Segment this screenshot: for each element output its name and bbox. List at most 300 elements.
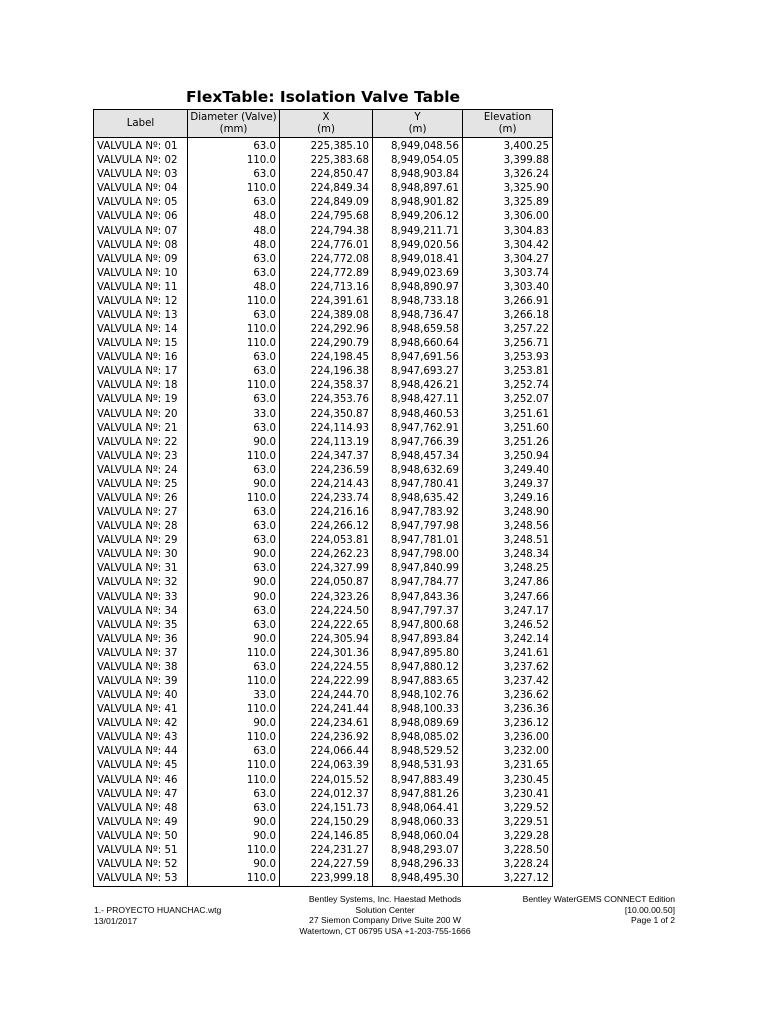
company-contact: Watertown, CT 06795 USA +1-203-755-1666 xyxy=(299,925,471,936)
elevation-cell: 3,242.14 xyxy=(463,633,553,647)
column-header-x: X (m) xyxy=(280,110,373,138)
y-cell: 8,948,901.82 xyxy=(373,196,463,210)
y-cell: 8,947,895.80 xyxy=(373,647,463,661)
diameter-cell: 63.0 xyxy=(188,138,280,155)
label-cell: VALVULA Nº: 03 xyxy=(94,168,188,182)
table-row xyxy=(94,210,553,224)
elevation-cell: 3,400.25 xyxy=(463,138,553,155)
label-cell: VALVULA Nº: 28 xyxy=(94,520,188,534)
table-row xyxy=(94,365,553,379)
x-cell: 224,053.81 xyxy=(280,534,373,548)
table-row xyxy=(94,407,553,421)
table-row xyxy=(94,858,553,872)
x-cell: 224,151.73 xyxy=(280,802,373,816)
y-cell: 8,948,495.30 xyxy=(373,872,463,887)
column-header-diameter: Diameter (Valve) (mm) xyxy=(188,110,280,138)
elevation-cell: 3,306.00 xyxy=(463,210,553,224)
project-file-name: 1.- PROYECTO HUANCHAC.wtg xyxy=(94,905,222,915)
table-row xyxy=(94,379,553,393)
y-cell: 8,949,211.71 xyxy=(373,224,463,238)
x-cell: 224,292.96 xyxy=(280,323,373,337)
label-cell: VALVULA Nº: 37 xyxy=(94,647,188,661)
table-row xyxy=(94,323,553,337)
y-cell: 8,948,733.18 xyxy=(373,295,463,309)
table-row xyxy=(94,731,553,745)
table-row xyxy=(94,548,553,562)
y-cell: 8,948,060.33 xyxy=(373,816,463,830)
x-cell: 224,224.50 xyxy=(280,605,373,619)
label-cell: VALVULA Nº: 14 xyxy=(94,323,188,337)
label-cell: VALVULA Nº: 42 xyxy=(94,717,188,731)
elevation-cell: 3,236.12 xyxy=(463,717,553,731)
label-cell: VALVULA Nº: 47 xyxy=(94,788,188,802)
footer-company-info xyxy=(240,894,530,936)
elevation-cell: 3,266.91 xyxy=(463,295,553,309)
x-cell: 224,214.43 xyxy=(280,478,373,492)
y-cell: 8,949,018.41 xyxy=(373,253,463,267)
table-row xyxy=(94,182,553,196)
label-cell: VALVULA Nº: 34 xyxy=(94,605,188,619)
elevation-cell: 3,304.83 xyxy=(463,224,553,238)
label-cell: VALVULA Nº: 41 xyxy=(94,703,188,717)
y-cell: 8,948,064.41 xyxy=(373,802,463,816)
elevation-cell: 3,325.89 xyxy=(463,196,553,210)
y-cell: 8,949,020.56 xyxy=(373,239,463,253)
project-date: 13/01/2017 xyxy=(94,915,138,926)
label-cell: VALVULA Nº: 05 xyxy=(94,196,188,210)
table-row xyxy=(94,450,553,464)
label-cell: VALVULA Nº: 49 xyxy=(94,816,188,830)
x-cell: 224,262.23 xyxy=(280,548,373,562)
x-cell: 224,216.16 xyxy=(280,506,373,520)
diameter-cell: 63.0 xyxy=(188,619,280,633)
table-row xyxy=(94,576,553,590)
elevation-cell: 3,228.24 xyxy=(463,858,553,872)
y-cell: 8,947,893.84 xyxy=(373,633,463,647)
y-cell: 8,948,089.69 xyxy=(373,717,463,731)
label-cell: VALVULA Nº: 21 xyxy=(94,422,188,436)
elevation-cell: 3,237.42 xyxy=(463,675,553,689)
x-cell: 224,222.65 xyxy=(280,619,373,633)
elevation-cell: 3,249.37 xyxy=(463,478,553,492)
label-cell: VALVULA Nº: 15 xyxy=(94,337,188,351)
x-cell: 224,146.85 xyxy=(280,830,373,844)
label-cell: VALVULA Nº: 23 xyxy=(94,450,188,464)
label-cell: VALVULA Nº: 01 xyxy=(94,138,188,155)
elevation-cell: 3,241.61 xyxy=(463,647,553,661)
table-row xyxy=(94,633,553,647)
elevation-cell: 3,236.00 xyxy=(463,731,553,745)
diameter-cell: 63.0 xyxy=(188,309,280,323)
x-cell: 224,305.94 xyxy=(280,633,373,647)
diameter-cell: 110.0 xyxy=(188,844,280,858)
label-cell: VALVULA Nº: 52 xyxy=(94,858,188,872)
elevation-cell: 3,248.51 xyxy=(463,534,553,548)
x-cell: 224,050.87 xyxy=(280,576,373,590)
table-row xyxy=(94,703,553,717)
table-row xyxy=(94,239,553,253)
diameter-cell: 63.0 xyxy=(188,267,280,281)
table-title: FlexTable: Isolation Valve Table xyxy=(185,88,461,106)
diameter-cell: 110.0 xyxy=(188,323,280,337)
diameter-cell: 90.0 xyxy=(188,830,280,844)
diameter-cell: 110.0 xyxy=(188,675,280,689)
elevation-cell: 3,251.60 xyxy=(463,422,553,436)
x-cell: 224,227.59 xyxy=(280,858,373,872)
label-cell: VALVULA Nº: 43 xyxy=(94,731,188,745)
x-cell: 224,236.92 xyxy=(280,731,373,745)
x-cell: 223,999.18 xyxy=(280,872,373,887)
y-cell: 8,948,529.52 xyxy=(373,745,463,759)
elevation-cell: 3,303.74 xyxy=(463,267,553,281)
diameter-cell: 63.0 xyxy=(188,802,280,816)
elevation-cell: 3,253.93 xyxy=(463,351,553,365)
x-cell: 225,385.10 xyxy=(280,138,373,155)
table-row xyxy=(94,562,553,576)
elevation-cell: 3,229.52 xyxy=(463,802,553,816)
y-cell: 8,947,797.98 xyxy=(373,520,463,534)
elevation-cell: 3,230.41 xyxy=(463,788,553,802)
elevation-cell: 3,229.51 xyxy=(463,816,553,830)
elevation-cell: 3,247.17 xyxy=(463,605,553,619)
x-cell: 224,327.99 xyxy=(280,562,373,576)
diameter-cell: 63.0 xyxy=(188,422,280,436)
y-cell: 8,948,660.64 xyxy=(373,337,463,351)
diameter-cell: 63.0 xyxy=(188,393,280,407)
diameter-cell: 110.0 xyxy=(188,872,280,887)
y-cell: 8,947,843.36 xyxy=(373,591,463,605)
label-cell: VALVULA Nº: 25 xyxy=(94,478,188,492)
label-cell: VALVULA Nº: 12 xyxy=(94,295,188,309)
x-cell: 224,347.37 xyxy=(280,450,373,464)
elevation-cell: 3,304.27 xyxy=(463,253,553,267)
x-cell: 224,114.93 xyxy=(280,422,373,436)
x-cell: 224,358.37 xyxy=(280,379,373,393)
y-cell: 8,948,903.84 xyxy=(373,168,463,182)
elevation-cell: 3,399.88 xyxy=(463,154,553,168)
x-cell: 224,290.79 xyxy=(280,337,373,351)
label-cell: VALVULA Nº: 50 xyxy=(94,830,188,844)
diameter-cell: 48.0 xyxy=(188,224,280,238)
x-cell: 224,772.08 xyxy=(280,253,373,267)
y-cell: 8,948,531.93 xyxy=(373,759,463,773)
table-row xyxy=(94,759,553,773)
table-row xyxy=(94,816,553,830)
table-header-row xyxy=(94,110,553,138)
diameter-cell: 33.0 xyxy=(188,407,280,421)
company-name: Bentley Systems, Inc. Haestad Methods xyxy=(308,894,462,904)
x-cell: 225,383.68 xyxy=(280,154,373,168)
page-number: Page 1 of 2 xyxy=(631,915,675,925)
x-cell: 224,066.44 xyxy=(280,745,373,759)
label-cell: VALVULA Nº: 09 xyxy=(94,253,188,267)
diameter-cell: 63.0 xyxy=(188,661,280,675)
x-cell: 224,224.55 xyxy=(280,661,373,675)
y-cell: 8,948,890.97 xyxy=(373,281,463,295)
label-cell: VALVULA Nº: 22 xyxy=(94,436,188,450)
y-cell: 8,949,206.12 xyxy=(373,210,463,224)
elevation-cell: 3,253.81 xyxy=(463,365,553,379)
diameter-cell: 110.0 xyxy=(188,450,280,464)
diameter-cell: 63.0 xyxy=(188,520,280,534)
footer-software-info xyxy=(523,894,675,926)
x-cell: 224,241.44 xyxy=(280,703,373,717)
table-row xyxy=(94,520,553,534)
label-cell: VALVULA Nº: 26 xyxy=(94,492,188,506)
x-cell: 224,795.68 xyxy=(280,210,373,224)
y-cell: 8,947,766.39 xyxy=(373,436,463,450)
elevation-cell: 3,266.18 xyxy=(463,309,553,323)
y-cell: 8,947,762.91 xyxy=(373,422,463,436)
diameter-cell: 63.0 xyxy=(188,562,280,576)
label-cell: VALVULA Nº: 51 xyxy=(94,844,188,858)
y-cell: 8,948,632.69 xyxy=(373,464,463,478)
table-row xyxy=(94,661,553,675)
label-cell: VALVULA Nº: 46 xyxy=(94,774,188,788)
elevation-cell: 3,251.61 xyxy=(463,407,553,421)
diameter-cell: 110.0 xyxy=(188,295,280,309)
y-cell: 8,947,880.12 xyxy=(373,661,463,675)
diameter-cell: 63.0 xyxy=(188,464,280,478)
y-cell: 8,947,798.00 xyxy=(373,548,463,562)
y-cell: 8,947,780.41 xyxy=(373,478,463,492)
x-cell: 224,236.59 xyxy=(280,464,373,478)
x-cell: 224,233.74 xyxy=(280,492,373,506)
table-row xyxy=(94,351,553,365)
diameter-cell: 90.0 xyxy=(188,591,280,605)
diameter-cell: 48.0 xyxy=(188,210,280,224)
table-row xyxy=(94,619,553,633)
x-cell: 224,794.38 xyxy=(280,224,373,238)
y-cell: 8,947,784.77 xyxy=(373,576,463,590)
table-row xyxy=(94,647,553,661)
table-row xyxy=(94,830,553,844)
x-cell: 224,150.29 xyxy=(280,816,373,830)
label-cell: VALVULA Nº: 27 xyxy=(94,506,188,520)
elevation-cell: 3,249.40 xyxy=(463,464,553,478)
diameter-cell: 110.0 xyxy=(188,703,280,717)
diameter-cell: 110.0 xyxy=(188,379,280,393)
elevation-cell: 3,249.16 xyxy=(463,492,553,506)
elevation-cell: 3,248.56 xyxy=(463,520,553,534)
y-cell: 8,947,883.49 xyxy=(373,774,463,788)
company-division: Solution Center xyxy=(355,904,415,915)
footer-project-info xyxy=(94,905,221,926)
x-cell: 224,350.87 xyxy=(280,407,373,421)
x-cell: 224,198.45 xyxy=(280,351,373,365)
diameter-cell: 110.0 xyxy=(188,731,280,745)
x-cell: 224,196.38 xyxy=(280,365,373,379)
label-cell: VALVULA Nº: 13 xyxy=(94,309,188,323)
elevation-cell: 3,250.94 xyxy=(463,450,553,464)
table-row xyxy=(94,844,553,858)
x-cell: 224,012.37 xyxy=(280,788,373,802)
elevation-cell: 3,256.71 xyxy=(463,337,553,351)
diameter-cell: 63.0 xyxy=(188,788,280,802)
y-cell: 8,948,296.33 xyxy=(373,858,463,872)
diameter-cell: 48.0 xyxy=(188,239,280,253)
elevation-cell: 3,326.24 xyxy=(463,168,553,182)
elevation-cell: 3,236.62 xyxy=(463,689,553,703)
diameter-cell: 110.0 xyxy=(188,647,280,661)
table-row xyxy=(94,436,553,450)
label-cell: VALVULA Nº: 31 xyxy=(94,562,188,576)
diameter-cell: 110.0 xyxy=(188,759,280,773)
x-cell: 224,234.61 xyxy=(280,717,373,731)
y-cell: 8,948,100.33 xyxy=(373,703,463,717)
y-cell: 8,948,427.11 xyxy=(373,393,463,407)
label-cell: VALVULA Nº: 53 xyxy=(94,872,188,887)
table-row xyxy=(94,168,553,182)
x-cell: 224,113.19 xyxy=(280,436,373,450)
label-cell: VALVULA Nº: 45 xyxy=(94,759,188,773)
label-cell: VALVULA Nº: 16 xyxy=(94,351,188,365)
column-header-elevation: Elevation (m) xyxy=(463,110,553,138)
table-row xyxy=(94,478,553,492)
diameter-cell: 63.0 xyxy=(188,351,280,365)
x-cell: 224,266.12 xyxy=(280,520,373,534)
elevation-cell: 3,325.90 xyxy=(463,182,553,196)
label-cell: VALVULA Nº: 33 xyxy=(94,591,188,605)
table-row xyxy=(94,464,553,478)
label-cell: VALVULA Nº: 38 xyxy=(94,661,188,675)
x-cell: 224,391.61 xyxy=(280,295,373,309)
label-cell: VALVULA Nº: 02 xyxy=(94,154,188,168)
elevation-cell: 3,229.28 xyxy=(463,830,553,844)
label-cell: VALVULA Nº: 40 xyxy=(94,689,188,703)
table-row xyxy=(94,802,553,816)
label-cell: VALVULA Nº: 29 xyxy=(94,534,188,548)
label-cell: VALVULA Nº: 11 xyxy=(94,281,188,295)
elevation-cell: 3,251.26 xyxy=(463,436,553,450)
elevation-cell: 3,252.07 xyxy=(463,393,553,407)
table-row xyxy=(94,295,553,309)
isolation-valve-table xyxy=(93,109,553,887)
x-cell: 224,222.99 xyxy=(280,675,373,689)
y-cell: 8,948,102.76 xyxy=(373,689,463,703)
table-row xyxy=(94,591,553,605)
y-cell: 8,947,691.56 xyxy=(373,351,463,365)
diameter-cell: 90.0 xyxy=(188,548,280,562)
table-row xyxy=(94,138,553,155)
label-cell: VALVULA Nº: 36 xyxy=(94,633,188,647)
table-row xyxy=(94,745,553,759)
table-row xyxy=(94,605,553,619)
label-cell: VALVULA Nº: 20 xyxy=(94,407,188,421)
diameter-cell: 63.0 xyxy=(188,506,280,520)
y-cell: 8,948,085.02 xyxy=(373,731,463,745)
table-row xyxy=(94,774,553,788)
label-cell: VALVULA Nº: 07 xyxy=(94,224,188,238)
software-version: [10.00.00.50] xyxy=(624,904,675,915)
diameter-cell: 90.0 xyxy=(188,576,280,590)
label-cell: VALVULA Nº: 06 xyxy=(94,210,188,224)
table-row xyxy=(94,267,553,281)
y-cell: 8,947,840.99 xyxy=(373,562,463,576)
x-cell: 224,231.27 xyxy=(280,844,373,858)
diameter-cell: 110.0 xyxy=(188,182,280,196)
x-cell: 224,353.76 xyxy=(280,393,373,407)
table-row xyxy=(94,872,553,887)
table-row xyxy=(94,309,553,323)
table-row xyxy=(94,281,553,295)
elevation-cell: 3,232.00 xyxy=(463,745,553,759)
y-cell: 8,947,881.26 xyxy=(373,788,463,802)
diameter-cell: 63.0 xyxy=(188,196,280,210)
y-cell: 8,948,293.07 xyxy=(373,844,463,858)
y-cell: 8,947,783.92 xyxy=(373,506,463,520)
elevation-cell: 3,246.52 xyxy=(463,619,553,633)
company-address: 27 Siemon Company Drive Suite 200 W xyxy=(309,915,461,925)
x-cell: 224,244.70 xyxy=(280,689,373,703)
elevation-cell: 3,231.65 xyxy=(463,759,553,773)
y-cell: 8,949,048.56 xyxy=(373,138,463,155)
table-row xyxy=(94,393,553,407)
elevation-cell: 3,247.66 xyxy=(463,591,553,605)
table-row xyxy=(94,506,553,520)
table-row xyxy=(94,422,553,436)
table-body xyxy=(94,138,553,887)
table-row xyxy=(94,224,553,238)
diameter-cell: 90.0 xyxy=(188,858,280,872)
elevation-cell: 3,237.62 xyxy=(463,661,553,675)
label-cell: VALVULA Nº: 48 xyxy=(94,802,188,816)
y-cell: 8,947,800.68 xyxy=(373,619,463,633)
y-cell: 8,949,054.05 xyxy=(373,154,463,168)
elevation-cell: 3,248.25 xyxy=(463,562,553,576)
y-cell: 8,947,693.27 xyxy=(373,365,463,379)
diameter-cell: 110.0 xyxy=(188,337,280,351)
y-cell: 8,948,060.04 xyxy=(373,830,463,844)
diameter-cell: 110.0 xyxy=(188,492,280,506)
x-cell: 224,713.16 xyxy=(280,281,373,295)
elevation-cell: 3,304.42 xyxy=(463,239,553,253)
table-row xyxy=(94,492,553,506)
label-cell: VALVULA Nº: 19 xyxy=(94,393,188,407)
diameter-cell: 90.0 xyxy=(188,478,280,492)
x-cell: 224,063.39 xyxy=(280,759,373,773)
y-cell: 8,948,426.21 xyxy=(373,379,463,393)
table-row xyxy=(94,788,553,802)
label-cell: VALVULA Nº: 10 xyxy=(94,267,188,281)
elevation-cell: 3,252.74 xyxy=(463,379,553,393)
table-row xyxy=(94,717,553,731)
elevation-cell: 3,236.36 xyxy=(463,703,553,717)
y-cell: 8,948,736.47 xyxy=(373,309,463,323)
label-cell: VALVULA Nº: 35 xyxy=(94,619,188,633)
diameter-cell: 110.0 xyxy=(188,154,280,168)
elevation-cell: 3,248.90 xyxy=(463,506,553,520)
diameter-cell: 63.0 xyxy=(188,168,280,182)
y-cell: 8,949,023.69 xyxy=(373,267,463,281)
elevation-cell: 3,230.45 xyxy=(463,774,553,788)
table-row xyxy=(94,534,553,548)
x-cell: 224,850.47 xyxy=(280,168,373,182)
x-cell: 224,776.01 xyxy=(280,239,373,253)
x-cell: 224,849.09 xyxy=(280,196,373,210)
diameter-cell: 63.0 xyxy=(188,365,280,379)
table-row xyxy=(94,675,553,689)
x-cell: 224,015.52 xyxy=(280,774,373,788)
y-cell: 8,947,797.37 xyxy=(373,605,463,619)
label-cell: VALVULA Nº: 18 xyxy=(94,379,188,393)
y-cell: 8,948,457.34 xyxy=(373,450,463,464)
column-header-label: Label xyxy=(94,110,188,138)
diameter-cell: 63.0 xyxy=(188,605,280,619)
table-row xyxy=(94,196,553,210)
diameter-cell: 90.0 xyxy=(188,816,280,830)
diameter-cell: 90.0 xyxy=(188,633,280,647)
